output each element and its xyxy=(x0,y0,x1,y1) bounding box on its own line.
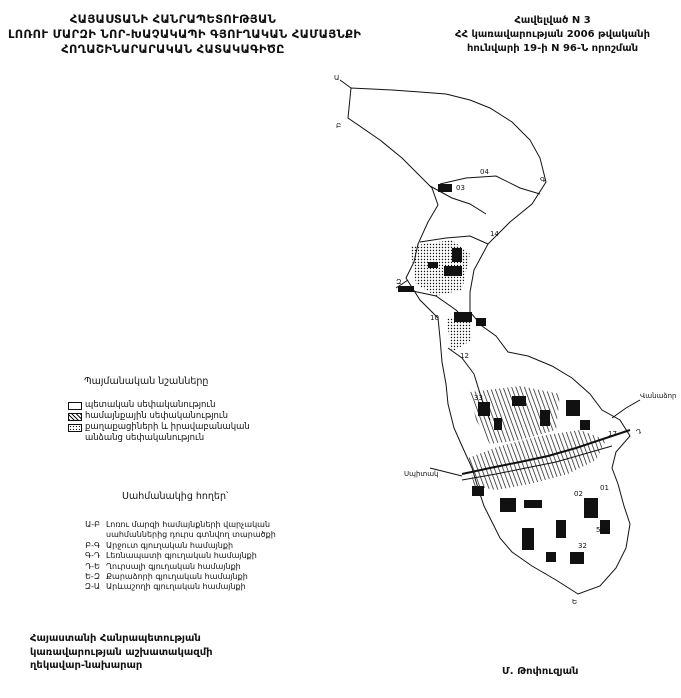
parcel-label: 12 xyxy=(460,352,469,360)
signatory-name: Մ. Թոփուզյան xyxy=(502,666,579,677)
title-line-2: ԼՈՌՈՒ ՄԱՐԶԻ ՆՈՐ-ԽԱՉԱԿԱՊԻ ԳՅՈՒՂԱԿԱՆ ՀԱՄԱՅՆՔԻ xyxy=(8,27,362,41)
legend-item-state xyxy=(68,400,250,411)
legend-label: քաղաքացիների և իրավաբանական անձանց սեփականություն xyxy=(85,422,250,443)
boundary-code: Զ-Ա xyxy=(84,582,100,592)
boundary-text: Ղուրսալի գյուղական համայնքի xyxy=(106,561,241,571)
legend-heading: Պայմանական նշանները xyxy=(84,376,209,387)
signatory-line-1: Հայաստանի Հանրապետության xyxy=(30,633,201,644)
point-label-e: Ե xyxy=(572,598,578,606)
settlement-parcels xyxy=(398,184,610,564)
boundary-text-cont: սահմաններից դուրս գտնվող տարածքի xyxy=(106,530,276,540)
point-label-b: Բ xyxy=(336,122,342,130)
parcel-label: 10 xyxy=(430,314,439,322)
leader-line xyxy=(612,400,640,418)
boundaries-list xyxy=(74,520,276,593)
legend-swatch-outline xyxy=(68,402,82,410)
parcel-label: 52 xyxy=(596,526,605,534)
point-label-g: Գ xyxy=(540,176,546,184)
boundary-row xyxy=(74,562,276,572)
boundary-code: Ե-Զ xyxy=(85,572,100,582)
title-line-3: ՀՈՂԱՇԻՆԱՐԱՐԱԿԱՆ ՀԱՏԱԿԱԳԻԾԸ xyxy=(61,42,285,56)
boundary-code: Գ-Դ xyxy=(85,551,100,561)
leader-line xyxy=(340,80,351,88)
boundary-row xyxy=(74,541,276,551)
private-land-area xyxy=(410,240,470,296)
point-label-d: Դ xyxy=(636,428,642,436)
boundary-row xyxy=(74,520,276,530)
parcel-label: 32 xyxy=(578,542,587,550)
legend-label: համայնքային սեփականություն xyxy=(85,411,229,421)
boundary-code: Ա-Բ xyxy=(85,520,100,529)
legend-swatch-hatch xyxy=(68,413,82,421)
private-land-area xyxy=(446,316,472,352)
boundary-text: Արևաշողի գյուղական համայնքի xyxy=(106,582,246,592)
parcel-label: 01 xyxy=(600,484,609,492)
internal-boundary xyxy=(440,176,540,194)
title-line-1: ՀԱՅԱՍՏԱՆԻ ՀԱՆՐԱՊԵՏՈՒԹՅԱՆ xyxy=(69,12,277,26)
legend xyxy=(68,400,250,444)
community-boundary xyxy=(348,88,630,594)
signatory-line-2: կառավարության աշխատակազմի xyxy=(30,646,213,658)
boundary-text: Արջուտ գյուղական համայնքի xyxy=(106,540,234,550)
boundary-code: Դ-Ե xyxy=(85,561,100,571)
parcel-label: 02 xyxy=(574,490,583,498)
legend-swatch-dot xyxy=(68,424,82,432)
parcel-label: 04 xyxy=(480,168,489,176)
signatory-title xyxy=(30,632,213,673)
point-label-z: Զ xyxy=(396,278,402,286)
boundary-code: Բ-Գ xyxy=(85,540,100,550)
legend-item-private xyxy=(68,422,250,444)
boundary-row xyxy=(74,551,276,561)
boundary-row xyxy=(74,572,276,582)
boundary-text: Քարաձորի գյուղական համայնքի xyxy=(106,572,248,582)
parcel-label: 03 xyxy=(456,184,465,192)
boundary-text: Լեռնապատի գյուղական համայնքի xyxy=(106,551,257,561)
appendix-line-3: հունվարի 19-ի N 96-Ն որոշման xyxy=(466,43,639,54)
boundary-row xyxy=(74,582,276,592)
appendix-line-2: ՀՀ կառավարության 2006 թվականի xyxy=(454,29,651,40)
parcel-label: 17 xyxy=(608,430,617,438)
point-label-a: Ա xyxy=(334,74,340,82)
legend-label: պետական սեփականություն xyxy=(85,400,216,410)
parcel-label: 33 xyxy=(474,394,483,402)
parcel-label: 14 xyxy=(490,230,499,238)
place-label-vanadzor: Վանաձոր xyxy=(640,392,677,400)
legend-item-community xyxy=(68,411,250,422)
signatory-line-3: ղեկավար-նախարար xyxy=(30,660,143,671)
place-label-spitak: Սպիտակ xyxy=(404,470,439,478)
boundary-text: Լոռու մարզի համայնքների վարչական xyxy=(106,520,271,529)
boundaries-heading: Սահմանակից հողեր՝ xyxy=(122,491,229,502)
appendix-line-1: Հավելված N 3 xyxy=(514,15,591,26)
parcel-label: 05 xyxy=(588,504,597,512)
